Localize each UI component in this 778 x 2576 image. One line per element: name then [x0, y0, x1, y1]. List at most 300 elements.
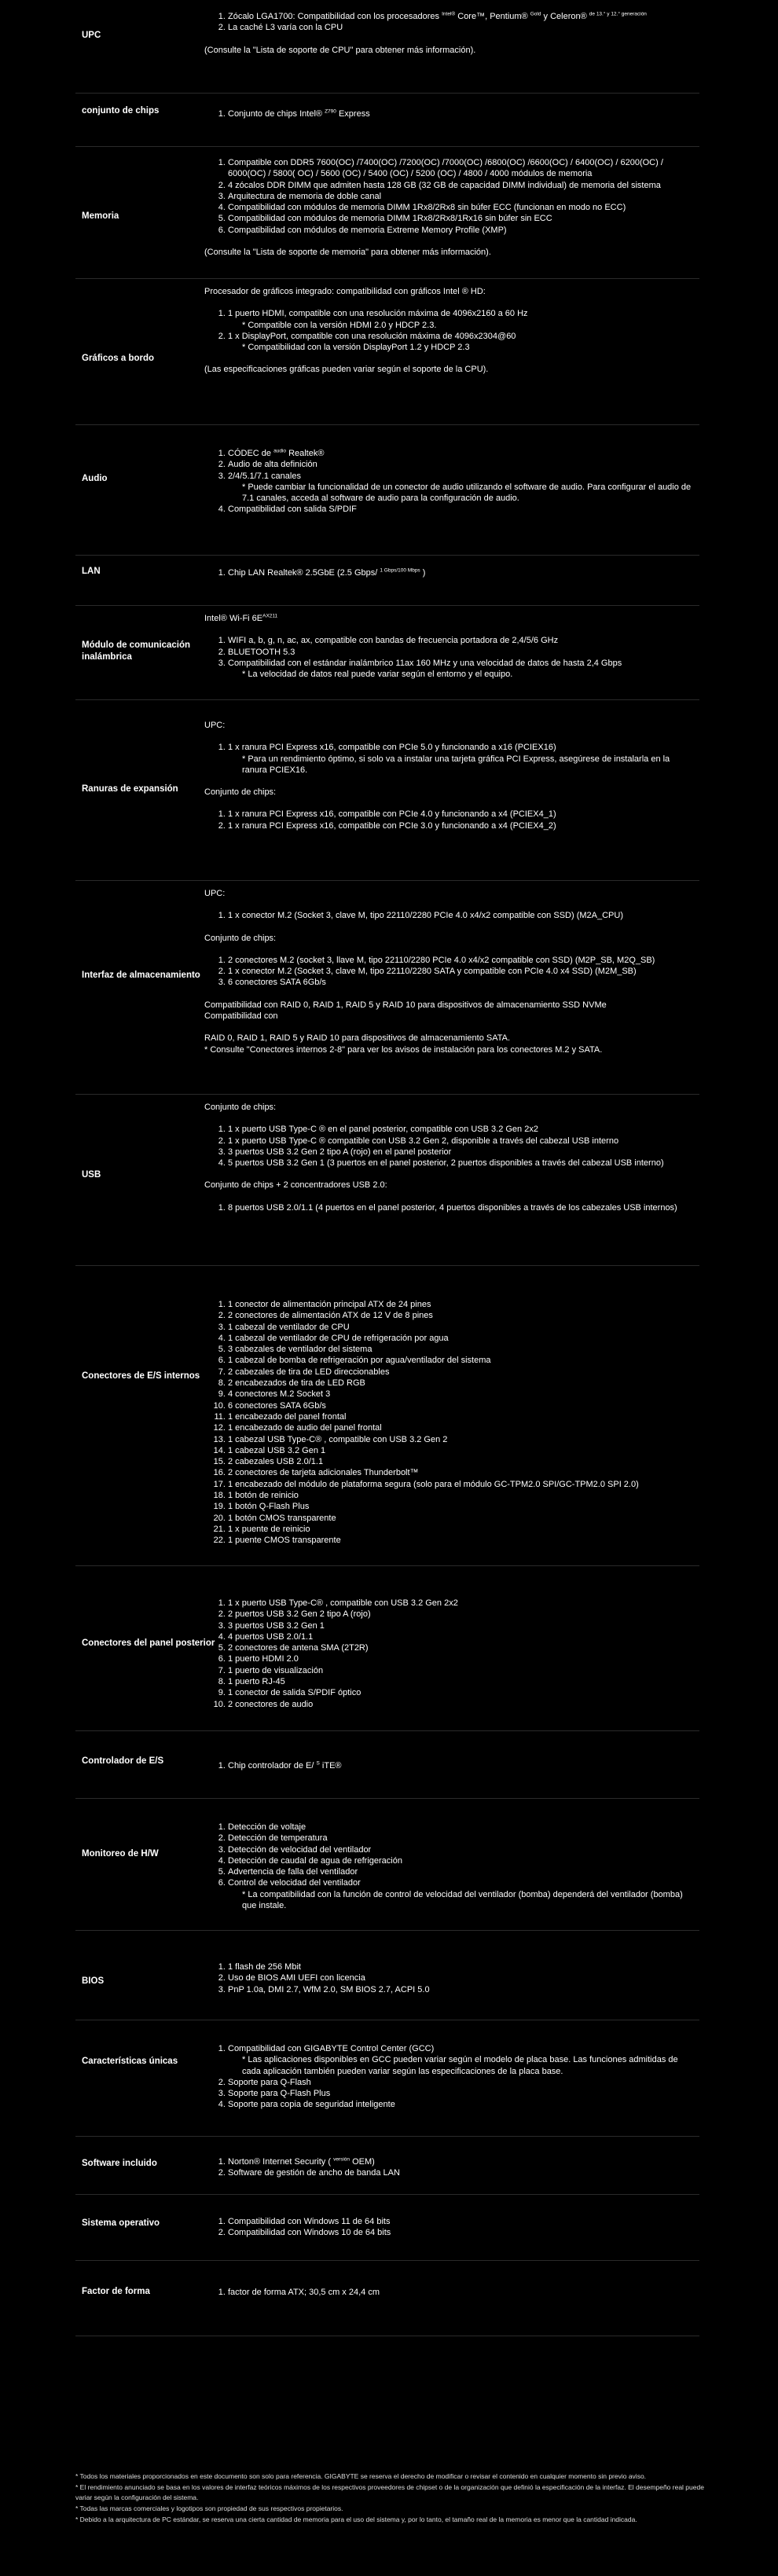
text-part: Procesador de gráficos integrado: compatibilidad con gráficos Intel ® HD:	[204, 287, 486, 296]
spec-label: Ranuras de expansión	[82, 784, 178, 794]
text-part: Compatibilidad con el estándar inalámbrico 11ax 160 MHz y una velocidad de datos de hasta 2,4 Gbps	[228, 658, 622, 668]
text-part: Chip LAN Realtek® 2.5GbE (2.5 Gbps/	[228, 568, 378, 578]
spec-content	[204, 1299, 692, 1547]
text-part: 1 x ranura PCI Express x16, compatible con PCIe 3.0 y funcionando a x4 (PCIEX4_2)	[228, 820, 556, 831]
text-part: 1 cabezal de ventilador de CPU	[228, 1322, 350, 1332]
text-part: 3 puertos USB 3.2 Gen 1	[228, 1620, 325, 1631]
spec-row-audio	[75, 424, 699, 556]
text-part: (Las especificaciones gráficas pueden variar según el soporte de la CPU).	[204, 365, 489, 375]
text-part: Compatibilidad con módulos de memoria DIMM 1Rx8/2Rx8 sin búfer ECC (funcionan en modo no ECC)	[228, 203, 626, 213]
spec-list-item	[228, 1367, 692, 1378]
spec-row-controlador-de-e-s	[75, 1730, 699, 1799]
spec-list-item	[228, 1389, 692, 1400]
spec-list-item	[228, 2088, 692, 2099]
text-part: 2/4/5.1/7.1 canales	[228, 471, 301, 481]
spec-list-item	[228, 2287, 692, 2298]
text-part: BLUETOOTH 5.3	[228, 647, 295, 657]
spec-list-item	[228, 1609, 692, 1620]
spec-list-item	[228, 1310, 692, 1321]
text-part: Intel® Wi-Fi 6E	[204, 614, 263, 623]
text-part: 1 x puerto USB Type-C ® en el panel posterior, compatible con USB 3.2 Gen 2x2	[228, 1125, 538, 1135]
text-part: Compatibilidad con RAID 0, RAID 1, RAID 5 y RAID 10 para dispositivos de almacenamiento SSD NVMe	[204, 1000, 607, 1010]
spec-list-item	[228, 1445, 692, 1456]
footer-notes	[75, 2471, 704, 2526]
spec-text	[204, 1033, 692, 1044]
spec-label: Sistema operativo	[82, 2218, 160, 2228]
spec-label: Conectores del panel posterior	[82, 1638, 215, 1648]
spec-list-item	[228, 1598, 692, 1609]
spec-list-item	[228, 2156, 692, 2167]
text-part: 1 x puente de reinicio	[228, 1524, 310, 1534]
spec-list-item	[228, 180, 692, 191]
text-part: 1 puerto de visualización	[228, 1665, 324, 1675]
spec-row-monitoreo-de-h-w	[75, 1798, 699, 1931]
spec-list	[204, 635, 692, 680]
footer-note: * El rendimiento anunciado se basa en los valores de interfaz teóricos máximos de los respectivos proveedores de chipset o de la organización que definió la especificación de la interfaz. El desempeño real puede variar según la configuración del sistema.	[75, 2483, 704, 2501]
spec-list-item	[228, 1822, 692, 1833]
text-part: Chip controlador de E/	[228, 1761, 314, 1771]
spec-label: Software incluido	[82, 2159, 157, 2168]
text-part: Compatibilidad con	[204, 1011, 278, 1022]
text-part: Detección de velocidad del ventilador	[228, 1844, 372, 1855]
spec-note: * Compatibilidad con la versión DisplayPort 1.2 y HDCP 2.3	[242, 343, 470, 353]
spec-list-item	[228, 1411, 692, 1422]
text-part: Control de velocidad del ventilador	[228, 1878, 361, 1888]
spec-label: Audio	[82, 474, 108, 483]
spec-list	[204, 1961, 692, 1995]
spec-row-caracteristicas-unicas	[75, 2020, 699, 2137]
spec-row-memoria	[75, 146, 699, 279]
text-part: Detección de caudal de agua de refrigeración	[228, 1855, 402, 1866]
spec-content	[204, 888, 692, 1055]
spec-list-item	[228, 955, 692, 966]
text-part: factor de forma ATX; 30,5 cm x 24,4 cm	[228, 2288, 380, 2297]
text-part: * Consulte "Conectores internos 2-8" para ver los avisos de instalación para los conectores M.2 y SATA.	[204, 1044, 603, 1055]
spec-list-item	[228, 742, 692, 776]
superscript: Gold	[530, 11, 541, 17]
spec-list-item	[228, 635, 692, 646]
spec-list-item	[228, 1467, 692, 1478]
spec-row-lan	[75, 555, 699, 606]
text-part: 1 conector de salida S/PDIF óptico	[228, 1688, 361, 1698]
spec-list-item	[228, 1400, 692, 1411]
spec-list	[204, 910, 692, 921]
spec-text	[204, 45, 692, 56]
text-part: UPC:	[204, 889, 226, 898]
spec-label: Factor de forma	[82, 2287, 150, 2296]
text-part: 2 encabezados de tira de LED RGB	[228, 1378, 365, 1389]
text-part: Compatibilidad con Windows 11 de 64 bits	[228, 2217, 391, 2226]
text-part: 1 puerto RJ-45	[228, 1677, 285, 1687]
spec-list	[204, 2156, 692, 2179]
spec-list-item	[228, 459, 692, 470]
text-part: WIFI a, b, g, n, ac, ax, compatible con bandas de frecuencia portadora de 2,4/5/6 GHz	[228, 636, 559, 646]
spec-note: * La velocidad de datos real puede variar según el entorno y el equipo.	[242, 670, 513, 680]
spec-list	[204, 157, 692, 236]
spec-text	[204, 364, 692, 375]
text-part: 2 conectores de antena SMA (2T2R)	[228, 1643, 369, 1653]
spec-list-item	[228, 1961, 692, 1972]
spec-label: Características únicas	[82, 2057, 178, 2066]
spec-label: BIOS	[82, 1976, 105, 1986]
text-part: Express	[338, 109, 370, 119]
spec-list	[204, 1598, 692, 1710]
text-part: Arquitectura de memoria de doble canal	[228, 191, 382, 201]
superscript: AX211	[262, 613, 278, 619]
spec-list	[204, 1124, 692, 1169]
spec-text	[204, 888, 692, 899]
spec-content	[204, 448, 692, 516]
text-part: La caché L3 varía con la CPU	[228, 23, 343, 33]
superscript: Z790	[325, 108, 336, 115]
text-part: 4 zócalos DDR DIMM que admiten hasta 128 GB (32 GB de capacidad DIMM individual) de memoria del sistema	[228, 180, 661, 190]
spec-list-item	[228, 11, 692, 22]
spec-list-item	[228, 1699, 692, 1710]
spacer	[204, 989, 692, 1000]
spec-list-item	[228, 1355, 692, 1366]
superscript: de 13.° y 12.° generación	[589, 11, 647, 17]
spec-list	[204, 1299, 692, 1547]
text-part: 4 conectores M.2 Socket 3	[228, 1389, 331, 1400]
text-part: Uso de BIOS AMI UEFI con licencia	[228, 1973, 365, 1983]
text-part: 1 cabezal USB Type-C® , compatible con USB 3.2 Gen 2	[228, 1434, 448, 1444]
text-part: Compatibilidad con módulos de memoria Extreme Memory Profile (XMP)	[228, 225, 507, 235]
spec-content	[204, 613, 692, 680]
spec-content	[204, 1598, 692, 1710]
spec-list	[204, 1760, 692, 1771]
text-part: 1 x puerto USB Type-C ® compatible con USB 3.2 Gen 2, disponible a través del cabezal USB interno	[228, 1136, 619, 1146]
spec-row-ranuras-de-expansion	[75, 699, 699, 881]
spec-list-item	[228, 1490, 692, 1501]
text-part: Audio de alta definición	[228, 460, 317, 470]
spec-content	[204, 720, 692, 831]
spec-label: Monitoreo de H/W	[82, 1849, 159, 1859]
text-part: 1 puente CMOS transparente	[228, 1536, 341, 1546]
spec-list-item	[228, 1972, 692, 1983]
spec-list-item	[228, 1136, 692, 1147]
spec-list	[204, 308, 692, 353]
text-part: )	[422, 568, 426, 578]
spec-text	[204, 613, 692, 624]
text-part: Realtek®	[288, 449, 325, 458]
text-part: 1 x ranura PCI Express x16, compatible con PCIe 4.0 y funcionando a x4 (PCIEX4_1)	[228, 809, 556, 820]
text-part: (Consulte la "Lista de soporte de CPU" para obtener más información).	[204, 45, 476, 55]
spacer	[204, 624, 692, 635]
spacer	[204, 798, 692, 809]
spec-note: * Compatible con la versión HDMI 2.0 y HDCP 2.3.	[242, 320, 437, 330]
spec-content	[204, 1102, 692, 1213]
spec-row-software-incluido	[75, 2136, 699, 2195]
spec-list-item	[228, 1333, 692, 1344]
spec-text	[204, 1180, 692, 1191]
spec-list-item	[228, 966, 692, 977]
text-part: 5 puertos USB 3.2 Gen 1 (3 puertos en el panel posterior, 2 puertos disponibles a través del cabezal USB interno)	[228, 1158, 664, 1169]
spec-list-item	[228, 471, 692, 505]
spec-list	[204, 2043, 692, 2111]
text-part: UPC:	[204, 721, 226, 730]
text-part: 4 puertos USB 2.0/1.1	[228, 1631, 314, 1642]
spec-list-item	[228, 1676, 692, 1687]
spec-list-item	[228, 1299, 692, 1310]
text-part: OEM)	[352, 2157, 375, 2167]
spec-list-item	[228, 1158, 692, 1169]
text-part: Soporte para copia de seguridad inteligente	[228, 2100, 395, 2110]
spec-list-item	[228, 1378, 692, 1389]
text-part: Conjunto de chips:	[204, 933, 277, 943]
spec-list-item	[228, 1631, 692, 1642]
spec-list-item	[228, 331, 692, 354]
spec-text	[204, 286, 692, 297]
spec-list-item	[228, 910, 692, 921]
spec-list-item	[228, 567, 692, 578]
spec-row-factor-de-forma	[75, 2260, 699, 2336]
text-part: 1 x conector M.2 (Socket 3, clave M, tipo 22110/2280 PCIe 4.0 x4/x2 compatible con SSD) (M2A_CPU)	[228, 911, 623, 921]
spec-list-item	[228, 1687, 692, 1698]
text-part: 1 cabezal de ventilador de CPU de refrigeración por agua	[228, 1333, 449, 1343]
spec-content	[204, 108, 692, 119]
spec-list-item	[228, 658, 692, 681]
spec-content	[204, 567, 692, 578]
spec-list-item	[228, 1535, 692, 1546]
spec-list-item	[228, 977, 692, 988]
text-part: Advertencia de falla del ventilador	[228, 1867, 358, 1877]
spec-content	[204, 286, 692, 376]
spec-list-item	[228, 202, 692, 213]
text-part: 2 conectores de tarjeta adicionales Thunderbolt™	[228, 1468, 419, 1478]
spec-list-item	[228, 308, 692, 331]
spec-list-item	[228, 2167, 692, 2178]
text-part: Compatibilidad con módulos de memoria DIMM 1Rx8/2Rx8/1Rx16 sin búfer sin ECC	[228, 214, 552, 224]
spec-content	[204, 157, 692, 258]
spec-list-item	[228, 2077, 692, 2088]
text-part: 1 conector de alimentación principal ATX de 24 pines	[228, 1300, 431, 1309]
spec-text	[204, 247, 692, 258]
text-part: Soporte para Q-Flash	[228, 2077, 311, 2087]
spec-list-item	[228, 1422, 692, 1433]
spec-row-conectores-de-e-s-internos	[75, 1265, 699, 1566]
spec-content	[204, 2043, 692, 2111]
footer-note: * Debido a la arquitectura de PC estándar, se reserva una cierta cantidad de memoria para el uso del sistema y, por lo tanto, el tamaño real de la memoria es menor que la cantidad indicada.	[75, 2515, 637, 2524]
spec-content	[204, 11, 692, 56]
text-part: 6 conectores SATA 6Gb/s	[228, 1400, 326, 1411]
text-part: Norton® Internet Security (	[228, 2157, 331, 2167]
spec-text	[204, 1102, 692, 1113]
spacer	[204, 731, 692, 742]
spec-text	[204, 720, 692, 731]
text-part: Conjunto de chips + 2 concentradores USB 2.0:	[204, 1180, 387, 1191]
spec-row-upc	[75, 0, 699, 94]
text-part: 2 puertos USB 3.2 Gen 2 tipo A (rojo)	[228, 1609, 371, 1620]
spec-list	[204, 2287, 692, 2298]
superscript: audio	[273, 448, 286, 454]
text-part: 2 cabezales USB 2.0/1.1	[228, 1457, 324, 1467]
text-part: iTE®	[321, 1761, 342, 1771]
spec-label: Conectores de E/S internos	[82, 1371, 200, 1381]
spec-label: UPC	[82, 31, 101, 40]
spec-label: Memoria	[82, 211, 119, 221]
spec-list-item	[228, 448, 692, 459]
spec-list-item	[228, 1501, 692, 1512]
text-part: Detección de voltaje	[228, 1822, 306, 1832]
spec-label: LAN	[82, 567, 101, 576]
spacer	[204, 297, 692, 308]
text-part: 1 x ranura PCI Express x16, compatible con PCIe 5.0 y funcionando a x16 (PCIEX16)	[228, 743, 556, 753]
text-part: 2 cabezales de tira de LED direccionables	[228, 1367, 390, 1377]
spec-list	[204, 567, 692, 578]
text-part: Soporte para Q-Flash Plus	[228, 2089, 331, 2099]
spec-row-sistema-operativo	[75, 2194, 699, 2261]
spec-row-graficos-a-bordo	[75, 278, 699, 425]
text-part: y Celeron®	[543, 12, 587, 21]
spec-list-item	[228, 1147, 692, 1158]
spec-list-item	[228, 1344, 692, 1355]
spec-note: * Puede cambiar la funcionalidad de un conector de audio utilizando el software de audio. Para configurar el audio de 7.1 canales, acceda al software de audio para la configuración de audio.	[242, 482, 692, 504]
spec-list-item	[228, 1642, 692, 1653]
text-part: PnP 1.0a, DMI 2.7, WfM 2.0, SM BIOS 2.7, ACPI 5.0	[228, 1984, 430, 1994]
text-part: 1 cabezal de bomba de refrigeración por agua/ventilador del sistema	[228, 1356, 491, 1366]
text-part: 1 x conector M.2 (Socket 3, clave M, tipo 22110/2280 SATA y compatible con PCIe 4.0 x4 SSD) (M2M_SB)	[228, 967, 637, 977]
spec-list	[204, 11, 692, 34]
text-part: 1 puerto HDMI, compatible con una resolución máxima de 4096x2160 a 60 Hz	[228, 309, 528, 319]
spec-content	[204, 2216, 692, 2239]
spacer	[204, 353, 692, 364]
spec-list-item	[228, 1844, 692, 1855]
text-part: Compatibilidad con salida S/PDIF	[228, 505, 357, 515]
spec-list-item	[228, 213, 692, 224]
text-part: 1 botón CMOS transparente	[228, 1513, 336, 1523]
spec-list-item	[228, 647, 692, 658]
spec-list-item	[228, 1322, 692, 1333]
spec-row-conjunto-de-chips	[75, 93, 699, 147]
text-part: 1 x DisplayPort, compatible con una resolución máxima de 4096x2304@60	[228, 331, 516, 341]
spacer	[204, 944, 692, 955]
spec-content	[204, 1961, 692, 1995]
text-part: Compatibilidad con Windows 10 de 64 bits	[228, 2228, 391, 2238]
text-part: Zócalo LGA1700: Compatibilidad con los procesadores	[228, 12, 440, 21]
spec-list-item	[228, 22, 692, 33]
spec-note: * La compatibilidad con la función de control de velocidad del ventilador (bomba) dependerá del ventilador (bomba) que instale.	[242, 1889, 683, 1911]
spec-list	[204, 809, 692, 831]
spec-label: Controlador de E/S	[82, 1756, 164, 1766]
spec-list-item	[228, 2099, 692, 2110]
text-part: 3 puertos USB 3.2 Gen 2 tipo A (rojo) en el panel posterior	[228, 1147, 452, 1157]
text-part: 1 botón Q-Flash Plus	[228, 1502, 310, 1512]
spec-list-item	[228, 1833, 692, 1844]
spec-content	[204, 2156, 692, 2179]
spacer	[204, 236, 692, 247]
spec-list-item	[228, 191, 692, 202]
spec-list-item	[228, 108, 692, 119]
spec-list-item	[228, 1202, 692, 1213]
footer-note: * Todas las marcas comerciales y logotipos son propiedad de sus respectivos propietarios.	[75, 2504, 343, 2512]
spec-list-item	[228, 1855, 692, 1866]
spec-list-item	[228, 2043, 692, 2077]
spec-list-item	[228, 1479, 692, 1490]
spec-row-usb	[75, 1094, 699, 1266]
spec-list-item	[228, 1124, 692, 1135]
superscript: S	[316, 1760, 320, 1767]
spec-text	[204, 1044, 692, 1055]
spec-list	[204, 955, 692, 989]
spec-text	[204, 1000, 692, 1011]
text-part: Software de gestión de ancho de banda LAN	[228, 2168, 400, 2178]
spec-list	[204, 1822, 692, 1911]
text-part: 3 cabezales de ventilador del sistema	[228, 1345, 372, 1355]
spec-list-item	[228, 2227, 692, 2238]
text-part: 2 conectores de alimentación ATX de 12 V de 8 pines	[228, 1311, 433, 1321]
text-part: 2 conectores M.2 (socket 3, llave M, tipo 22110/2280 PCIe 4.0 x4/x2 compatible con SSD) (M2P_SB, M2Q_SB)	[228, 955, 655, 965]
text-part: RAID 0, RAID 1, RAID 5 y RAID 10 para dispositivos de almacenamiento SATA.	[204, 1033, 511, 1044]
spacer	[204, 776, 692, 787]
spec-content	[204, 2287, 692, 2298]
spec-list-item	[228, 1760, 692, 1771]
spec-label: Gráficos a bordo	[82, 354, 155, 363]
spec-list-item	[228, 1877, 692, 1911]
footer-note: * Todos los materiales proporcionados en este documento son solo para referencia. GIGABYTE se reserva el derecho de modificar o revisar el contenido en cualquier momento sin previo aviso.	[75, 2472, 647, 2480]
spec-list-item	[228, 1524, 692, 1535]
spec-list-item	[228, 1653, 692, 1664]
spec-label: Módulo de comunicación inalámbrica	[82, 640, 191, 662]
spacer	[204, 1113, 692, 1124]
spec-list-item	[228, 225, 692, 236]
spec-row-modulo-de-comunicacion-inalambrica	[75, 605, 699, 700]
spec-list-item	[228, 1434, 692, 1445]
spec-note: * Para un rendimiento óptimo, si solo va a instalar una tarjeta gráfica PCI Express, asegúrese de instalarla en la ranura PCIEX16.	[242, 754, 670, 775]
text-part: 8 puertos USB 2.0/1.1 (4 puertos en el panel posterior, 4 puertos disponibles a través de los cabezales USB internos)	[228, 1202, 677, 1213]
spec-list-item	[228, 1984, 692, 1995]
spec-text	[204, 1011, 692, 1022]
text-part: Detección de temperatura	[228, 1833, 328, 1844]
spec-label: conjunto de chips	[82, 106, 160, 116]
text-part: CÓDEC de	[228, 449, 272, 458]
spec-row-conectores-del-panel-posterior	[75, 1565, 699, 1731]
spec-list-item	[228, 1513, 692, 1524]
text-part: 1 encabezado del panel frontal	[228, 1411, 347, 1422]
spacer	[204, 1022, 692, 1033]
spec-list-item	[228, 157, 692, 180]
spec-list-item	[228, 1456, 692, 1467]
spec-list-item	[228, 1620, 692, 1631]
spec-row-bios	[75, 1930, 699, 2020]
text-part: Compatibilidad con GIGABYTE Control Center (GCC)	[228, 2044, 435, 2053]
text-part: Core™, Pentium®	[457, 12, 528, 21]
spacer	[204, 922, 692, 933]
spec-text	[204, 933, 692, 944]
spec-row-interfaz-de-almacenamiento	[75, 880, 699, 1095]
spec-list	[204, 2216, 692, 2239]
text-part: 1 cabezal USB 3.2 Gen 1	[228, 1445, 326, 1455]
spec-list	[204, 1202, 692, 1213]
text-part: 1 botón de reinicio	[228, 1491, 299, 1501]
spec-list	[204, 742, 692, 776]
text-part: 1 flash de 256 Mbit	[228, 1962, 301, 1972]
spec-list-item	[228, 504, 692, 515]
spec-list	[204, 448, 692, 516]
spec-list	[204, 108, 692, 119]
superscript: Intel®	[442, 11, 456, 17]
spec-list-item	[228, 809, 692, 820]
text-part: Conjunto de chips:	[204, 1103, 277, 1112]
text-part: Compatible con DDR5 7600(OC) /7400(OC) /7200(OC) /7000(OC) /6800(OC) /6600(OC) / 6400(OC) / 6200(OC) / 6000(OC) / 5800( OC) / 5600 (OC) / 5400 (OC) / 5200 (OC) / 4800 / 4000 módulos de memoria	[228, 158, 663, 179]
text-part: (Consulte la "Lista de soporte de memoria" para obtener más información).	[204, 248, 491, 258]
spec-list-item	[228, 2216, 692, 2227]
spec-content	[204, 1760, 692, 1771]
text-part: 1 encabezado del módulo de plataforma segura (solo para el módulo GC-TPM2.0 SPI/GC-TPM2.0 SPI 2.0)	[228, 1479, 639, 1489]
text-part: Conjunto de chips Intel®	[228, 109, 323, 119]
text-part: Conjunto de chips:	[204, 787, 277, 798]
text-part: 1 encabezado de audio del panel frontal	[228, 1423, 382, 1433]
spec-note: * Las aplicaciones disponibles en GCC pueden variar según el modelo de placa base. Las funciones admitidas de cada aplicación también pueden variar según las especificaciones de la placa base.	[242, 2055, 678, 2076]
